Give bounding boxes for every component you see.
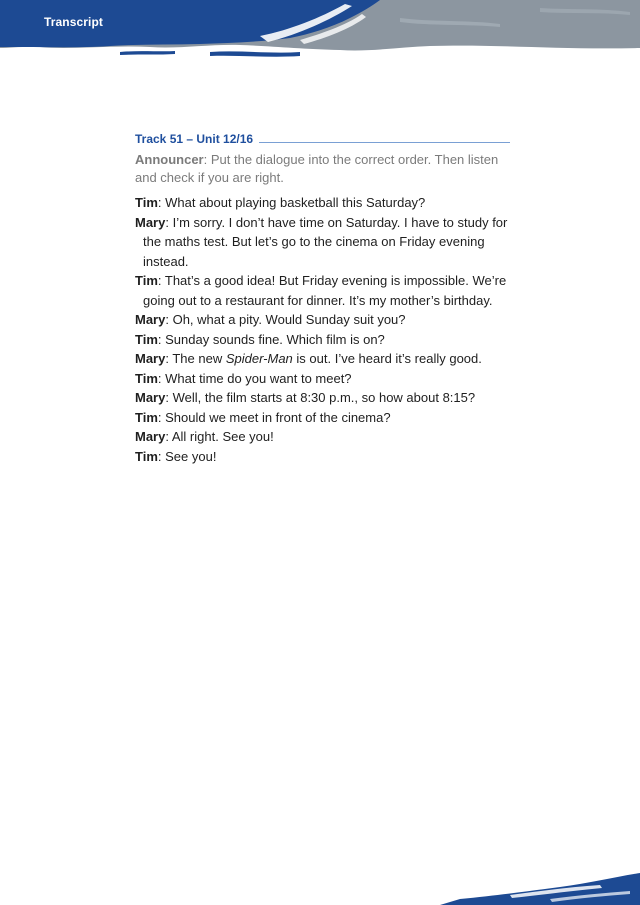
dialogue-line: [135, 447, 510, 467]
line-text: : Well, the film starts at 8:30 p.m., so how about 8:15?: [165, 390, 476, 405]
dialogue-line: [135, 349, 510, 369]
speaker-name: Mary: [135, 429, 166, 444]
line-text: : What about playing basketball this Saturday?: [157, 195, 426, 210]
speaker-name: Mary: [135, 214, 166, 230]
announcer-text: : Put the dialogue into the correct order. Then listen and check if you are right.: [135, 152, 499, 185]
line-text-before: : The new: [165, 351, 226, 366]
speaker-name: Tim: [135, 409, 158, 425]
transcript-content: [135, 128, 510, 466]
header-title: Transcript: [44, 15, 104, 29]
dialogue-line: [135, 271, 510, 310]
line-text: : All right. See you!: [165, 429, 274, 444]
line-text-after: is out. I’ve heard it’s really good.: [292, 351, 482, 366]
line-text: : See you!: [157, 448, 217, 464]
dialogue-line: [135, 427, 510, 447]
speaker-name: Tim: [135, 370, 158, 386]
line-text: : I’m sorry. I don’t have time on Saturday. I have to study for the maths test. But let’s go to the cinema on Friday evening instead.: [143, 214, 508, 269]
track-title: Track 51 – Unit 12/16: [135, 132, 254, 146]
track-heading-row: [135, 128, 510, 146]
speaker-name: Tim: [135, 448, 158, 464]
announcer-instruction: [135, 151, 510, 187]
speaker-name: Tim: [135, 195, 158, 210]
dialogue-line: [135, 388, 510, 408]
dialogue-line: [135, 408, 510, 428]
speaker-name: Tim: [135, 331, 158, 347]
dialogue-line: [135, 330, 510, 350]
line-text: : Should we meet in front of the cinema?: [157, 409, 391, 425]
speaker-name: Tim: [135, 273, 158, 288]
dialogue-line: [135, 193, 510, 213]
header-brush-band: [0, 0, 640, 70]
speaker-name: Mary: [135, 312, 166, 327]
dialogue-line: [135, 369, 510, 389]
film-title: Spider-Man: [225, 351, 293, 366]
line-text: : Oh, what a pity. Would Sunday suit you?: [165, 312, 406, 327]
line-text: : That’s a good idea! But Friday evening is impossible. We’re going out to a restaurant for dinner. It’s my mother’s birthday.: [143, 273, 507, 308]
announcer-speaker: Announcer: [135, 152, 204, 167]
footer-brush-band: [440, 865, 640, 905]
speaker-name: Mary: [135, 351, 166, 366]
dialogue: [135, 193, 510, 466]
dialogue-line: [135, 213, 510, 272]
line-text: : Sunday sounds fine. Which film is on?: [157, 331, 385, 347]
speaker-name: Mary: [135, 390, 166, 405]
track-rule-divider: [259, 142, 510, 143]
dialogue-line: [135, 310, 510, 330]
line-text: : What time do you want to meet?: [157, 370, 352, 386]
